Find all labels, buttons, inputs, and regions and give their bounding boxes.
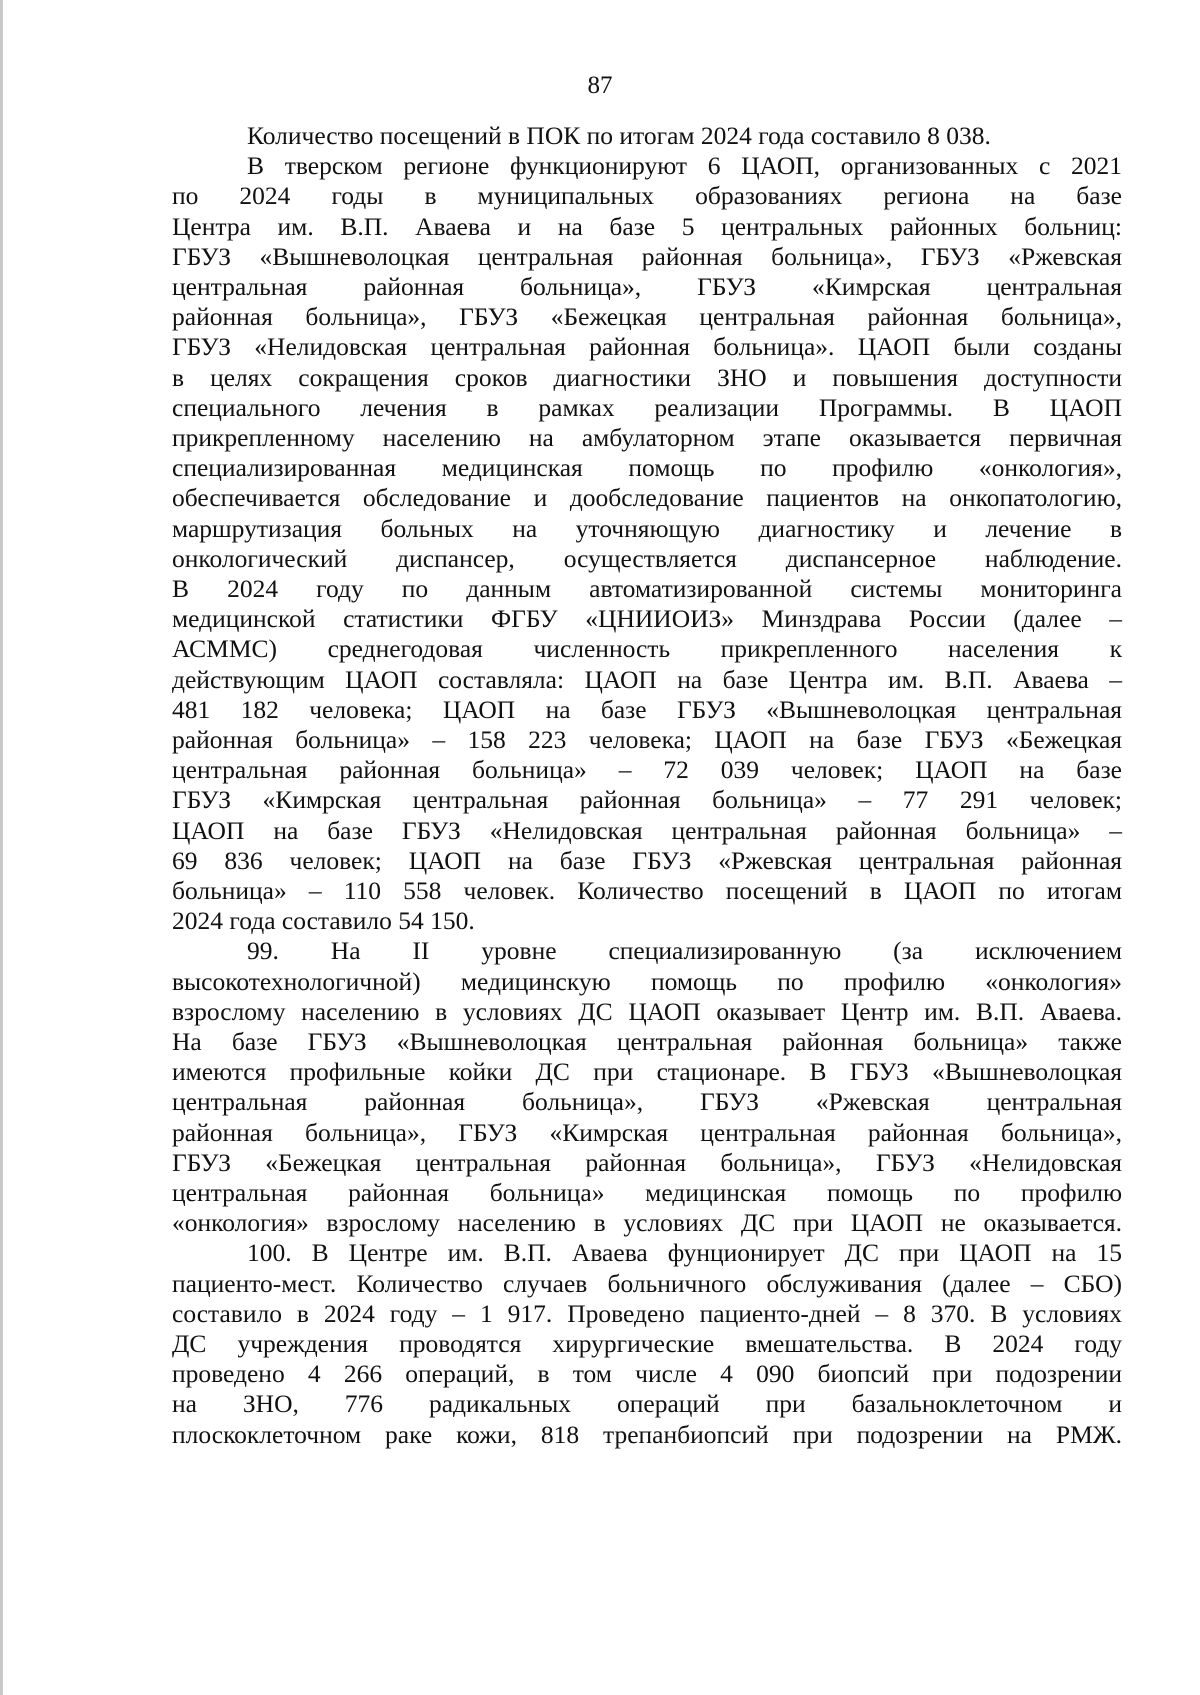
text-line: 481 182 человека; ЦАОП на базе ГБУЗ «Вышневолоцкая центральная [172, 694, 1122, 724]
text-line: обеспечивается обследование и дообследование пациентов на онкопатологию, [172, 483, 1122, 513]
page-number: 87 [587, 72, 613, 99]
text-line: районная больница», ГБУЗ «Бежецкая центральная районная больница», [172, 302, 1122, 332]
text-line: специального лечения в рамках реализации Программы. В ЦАОП [172, 392, 1122, 422]
text-line: составило в 2024 году – 1 917. Проведено пациенто-дней – 8 370. В условиях [172, 1298, 1122, 1328]
scan-edge [0, 0, 3, 1695]
text-line: ГБУЗ «Вышневолоцкая центральная районная больница», ГБУЗ «Ржевская [172, 241, 1122, 271]
text-line: районная больница» – 158 223 человека; ЦАОП на базе ГБУЗ «Бежецкая [172, 725, 1122, 754]
text-line: в целях сокращения сроков диагностики ЗНО и повышения доступности [172, 362, 1122, 392]
text-line: проведено 4 266 операций, в том числе 4 090 биопсий при подозрении [172, 1359, 1122, 1389]
text-line: центральная районная больница» медицинская помощь по профилю [172, 1178, 1122, 1207]
text-line: больница» – 110 558 человек. Количество посещений в ЦАОП по итогам [172, 876, 1122, 905]
text-line: АСММС) среднегодовая численность прикрепленного населения к [172, 634, 1122, 664]
text-line: центральная районная больница», ГБУЗ «Ржевская центральная [172, 1087, 1122, 1117]
text-line: центральная районная больница», ГБУЗ «Кимрская центральная [172, 272, 1122, 301]
text-line: В тверском регионе функционируют 6 ЦАОП, организованных с 2021 [247, 151, 1122, 181]
text-line: районная больница», ГБУЗ «Кимрская центральная районная больница», [172, 1117, 1122, 1147]
text-line: на ЗНО, 776 радикальных операций при базальноклеточном и [172, 1389, 1122, 1419]
text-line: онкологический диспансер, осуществляется диспансерное наблюдение. [172, 543, 1122, 573]
text-line: Центра им. В.П. Аваева и на базе 5 центральных районных больниц: [172, 211, 1122, 241]
text-line: 69 836 человек; ЦАОП на базе ГБУЗ «Ржевская центральная районная [172, 845, 1122, 875]
text-line: В 2024 году по данным автоматизированной системы мониторинга [172, 574, 1122, 603]
text-line: Количество посещений в ПОК по итогам 2024 года составило 8 038. [247, 121, 991, 150]
text-line: плоскоклеточном раке кожи, 818 трепанбиопсий при подозрении на РМЖ. [172, 1419, 1122, 1449]
text-line: медицинской статистики ФГБУ «ЦНИИОИЗ» Минздрава России (далее – [172, 604, 1122, 634]
text-line: специализированная медицинская помощь по профилю «онкология», [172, 453, 1122, 483]
text-line: действующим ЦАОП составляла: ЦАОП на базе Центра им. В.П. Аваева – [172, 664, 1122, 694]
text-line: ГБУЗ «Нелидовская центральная районная больница». ЦАОП были созданы [172, 332, 1122, 362]
text-line: маршрутизация больных на уточняющую диагностику и лечение в [172, 513, 1122, 543]
text-line: 100. В Центре им. В.П. Аваева фунционирует ДС при ЦАОП на 15 [247, 1238, 1122, 1268]
text-line: высокотехнологичной) медицинскую помощь по профилю «онкология» [172, 966, 1122, 996]
text-line: 2024 года составило 54 150. [172, 906, 475, 936]
text-line: по 2024 годы в муниципальных образованиях региона на базе [172, 181, 1122, 211]
text-line: «онкология» взрослому населению в условиях ДС при ЦАОП не оказывается. [172, 1208, 1122, 1238]
text-line: взрослому населению в условиях ДС ЦАОП оказывает Центр им. В.П. Аваева. [172, 996, 1122, 1026]
text-line: ГБУЗ «Кимрская центральная районная больница» – 77 291 человек; [172, 785, 1122, 815]
text-line: 99. На II уровне специализированную (за исключением [247, 936, 1122, 966]
text-line: ДС учреждения проводятся хирургические вмешательства. В 2024 году [172, 1329, 1122, 1358]
text-line: На базе ГБУЗ «Вышневолоцкая центральная районная больница» также [172, 1027, 1122, 1056]
text-line: имеются профильные койки ДС при стационаре. В ГБУЗ «Вышневолоцкая [172, 1057, 1122, 1087]
text-line: прикрепленному населению на амбулаторном этапе оказывается первичная [172, 423, 1122, 452]
text-line: пациенто-мест. Количество случаев больничного обслуживания (далее – СБО) [172, 1268, 1122, 1298]
text-line: ЦАОП на базе ГБУЗ «Нелидовская центральная районная больница» – [172, 815, 1122, 845]
text-line: центральная районная больница» – 72 039 человек; ЦАОП на базе [172, 755, 1122, 785]
text-line: ГБУЗ «Бежецкая центральная районная больница», ГБУЗ «Нелидовская [172, 1147, 1122, 1177]
